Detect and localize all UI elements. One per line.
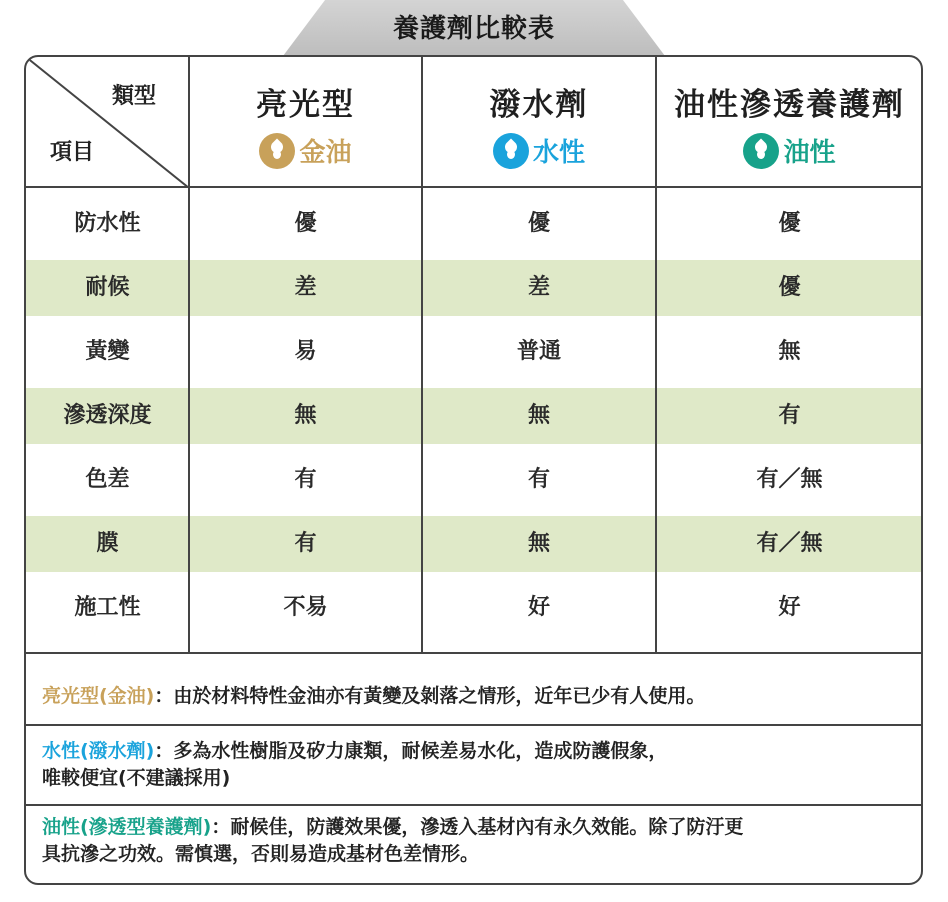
table-row <box>26 452 921 508</box>
table-bottom-divider <box>26 652 921 654</box>
note-divider <box>26 724 921 726</box>
note-water <box>42 738 667 792</box>
column-divider <box>655 57 657 653</box>
col-name: 潑水劑 <box>489 87 589 123</box>
cell-value: 優 <box>527 211 550 236</box>
row-label: 膜 <box>96 531 119 556</box>
cell-value: 有 <box>778 403 801 428</box>
cell-value: 差 <box>294 275 317 300</box>
note-body: ：由於材料特性金油亦有黃變及剝落之情形，近年已少有人使用。 <box>154 685 706 707</box>
row-label: 耐候 <box>85 275 130 300</box>
header-col-oil-penetrating <box>656 57 923 188</box>
cell-value: 易 <box>294 339 317 364</box>
note-oil <box>42 814 743 868</box>
row-label: 防水性 <box>74 211 141 236</box>
cell-value: 有 <box>294 531 317 556</box>
row-label: 滲透深度 <box>63 403 152 428</box>
drop-icon <box>743 133 779 169</box>
header-col-water-repellent <box>422 57 656 188</box>
table-row <box>26 324 921 380</box>
cell-value: 差 <box>527 275 550 300</box>
cell-value: 不易 <box>283 595 328 620</box>
table-row <box>26 580 921 636</box>
table-row <box>26 260 921 316</box>
cell-value: 有／無 <box>756 467 823 492</box>
header-divider <box>26 186 921 188</box>
column-divider <box>421 57 423 653</box>
drop-icon <box>493 133 529 169</box>
row-label: 施工性 <box>74 595 141 620</box>
note-head: 水性(潑水劑) <box>42 740 155 762</box>
table-row <box>26 516 921 572</box>
note-line2: 具抗滲之功效。需慎選，否則易造成基材色差情形。 <box>42 843 480 865</box>
col-sub: 金油 <box>299 138 352 168</box>
row-label: 色差 <box>85 467 130 492</box>
note-divider <box>26 804 921 806</box>
note-head: 亮光型(金油) <box>42 685 155 707</box>
cell-value: 優 <box>778 211 801 236</box>
corner-label-type: 類型 <box>112 84 157 109</box>
col-sub: 水性 <box>532 138 585 168</box>
header-col-glossy <box>189 57 422 188</box>
col-name: 油性滲透養護劑 <box>674 87 905 123</box>
cell-value: 普通 <box>516 339 561 364</box>
diagonal-divider <box>26 57 189 188</box>
cell-value: 有 <box>294 467 317 492</box>
cell-value: 優 <box>294 211 317 236</box>
cell-value: 無 <box>527 531 550 556</box>
col-sub: 油性 <box>783 138 836 168</box>
column-divider <box>188 57 190 653</box>
note-glossy <box>42 683 705 710</box>
comparison-table <box>24 55 923 885</box>
table-row <box>26 388 921 444</box>
cell-value: 優 <box>778 275 801 300</box>
drop-icon <box>259 133 295 169</box>
cell-value: 有／無 <box>756 531 823 556</box>
cell-value: 好 <box>527 595 550 620</box>
cell-value: 無 <box>527 403 550 428</box>
cell-value: 無 <box>294 403 317 428</box>
col-name: 亮光型 <box>256 87 355 123</box>
note-line2: 唯較便宜(不建議採用) <box>42 767 231 789</box>
row-label: 黃變 <box>85 339 130 364</box>
cell-value: 有 <box>527 467 550 492</box>
corner-label-item: 項目 <box>50 140 95 165</box>
page-title: 養護劑比較表 <box>392 14 555 44</box>
note-body: ：耐候佳，防護效果優，滲透入基材內有永久效能。除了防汙更 <box>211 816 744 838</box>
note-head: 油性(滲透型養護劑) <box>42 816 212 838</box>
table-row <box>26 196 921 252</box>
cell-value: 無 <box>778 339 801 364</box>
note-body: ：多為水性樹脂及矽力康類，耐候差易水化，造成防護假象， <box>154 740 668 762</box>
cell-value: 好 <box>778 595 801 620</box>
